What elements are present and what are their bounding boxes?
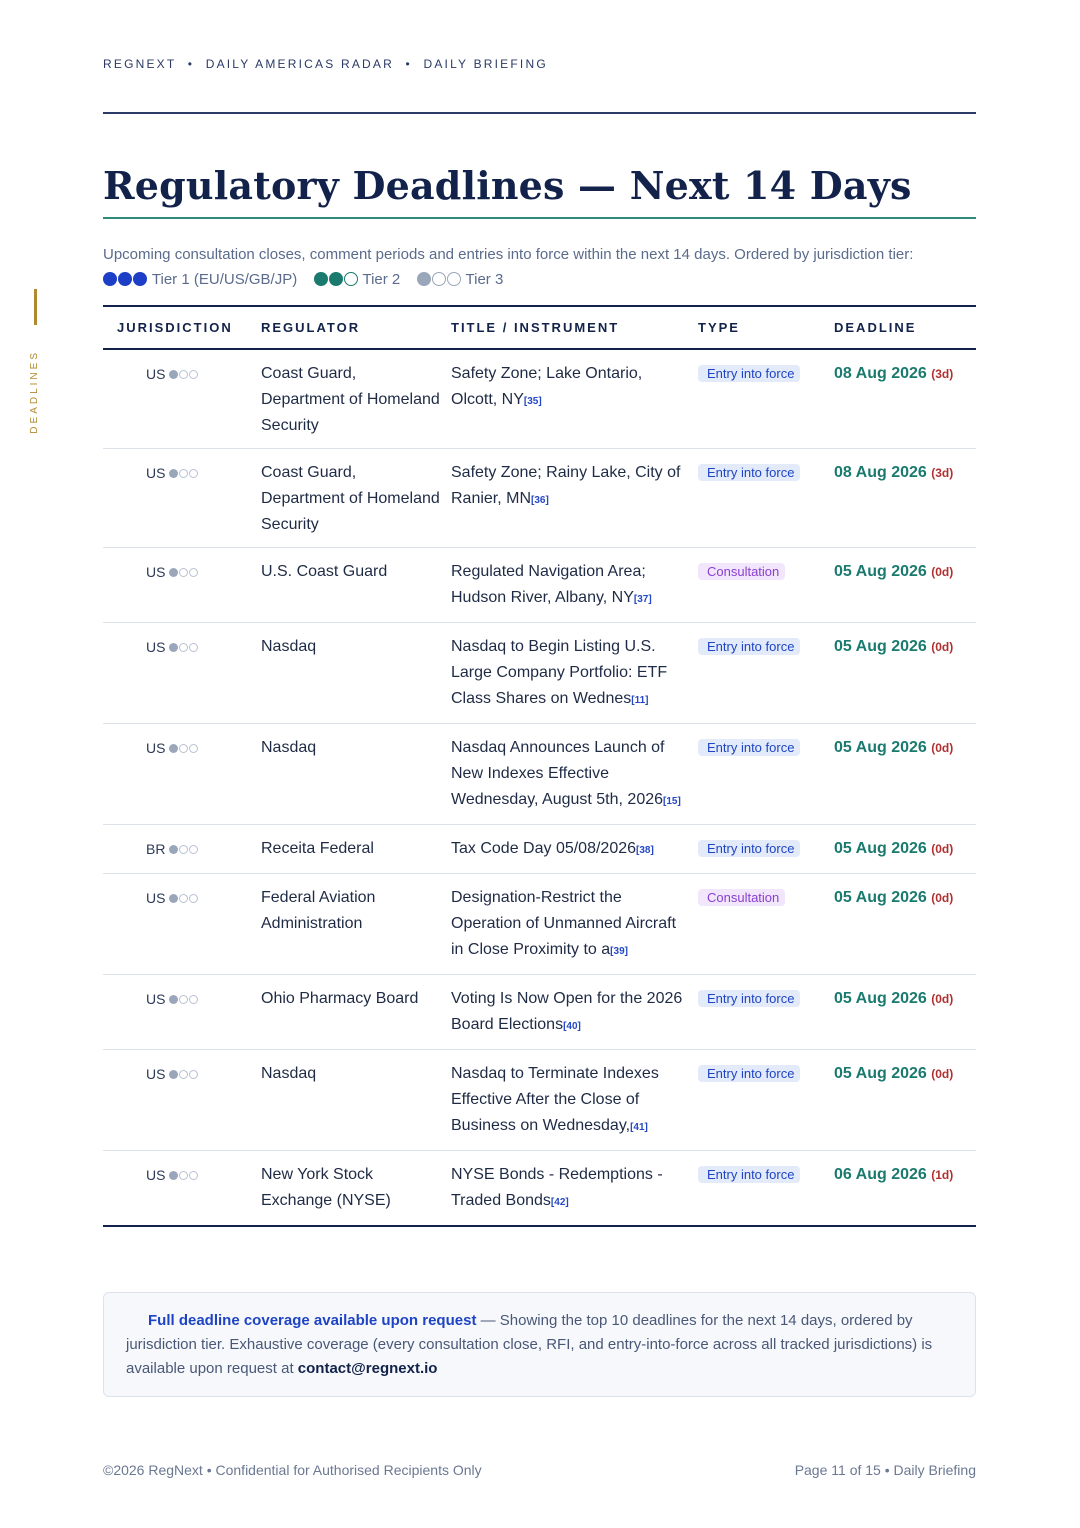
type-cell [698, 874, 834, 975]
instrument-title: NYSE Bonds - Redemptions - Traded Bonds [451, 1166, 663, 1209]
tier-dot-empty-icon [179, 568, 188, 577]
deadline-cell [834, 874, 976, 975]
jurisdiction-cell [103, 874, 261, 975]
jurisdiction-code: BR [146, 841, 166, 857]
tier-dot-icon [169, 744, 178, 753]
jurisdiction-cell [103, 724, 261, 825]
instrument-title: Nasdaq to Begin Listing U.S. Large Company Portfolio: ETF Class Shares on Wednes [451, 638, 668, 707]
jurisdiction-cell [103, 1050, 261, 1151]
tier-dot-empty-icon [179, 370, 188, 379]
days-remaining: (0d) [931, 1067, 954, 1081]
instrument-title: Designation-Restrict the Operation of Unmanned Aircraft in Close Proximity to a [451, 889, 677, 958]
regulator-cell: Receita Federal [261, 825, 451, 874]
tier-dot-icon [169, 643, 178, 652]
days-remaining: (1d) [931, 1168, 954, 1182]
jurisdiction-cell [103, 825, 261, 874]
tier-dot-icon [417, 272, 431, 286]
reference-link[interactable]: [11] [631, 695, 649, 706]
reference-link[interactable]: [39] [610, 946, 628, 957]
type-cell [698, 623, 834, 724]
table-row [103, 874, 976, 975]
tier-dot-empty-icon [189, 643, 198, 652]
reference-link[interactable]: [35] [523, 396, 542, 407]
days-remaining: (0d) [931, 992, 954, 1006]
days-remaining: (0d) [931, 842, 954, 856]
type-badge: Entry into force [698, 739, 800, 756]
tier-dot-empty-icon [432, 272, 446, 286]
side-section-label: DEADLINES [29, 350, 40, 434]
tier-dot-empty-icon [189, 370, 198, 379]
reference-link[interactable]: [40] [563, 1021, 581, 1032]
title-cell [451, 724, 698, 825]
header-separator: • [187, 57, 195, 71]
regulator-cell: Nasdaq [261, 623, 451, 724]
jurisdiction-cell [103, 1151, 261, 1227]
regulator-cell: New York Stock Exchange (NYSE) [261, 1151, 451, 1227]
days-remaining: (0d) [931, 640, 954, 654]
tier-dot-empty-icon [179, 894, 188, 903]
tier-dot-icon [169, 1171, 178, 1180]
type-badge: Entry into force [698, 1166, 800, 1183]
deadline-cell [834, 825, 976, 874]
jurisdiction-code: US [146, 639, 166, 655]
table-header-row [103, 306, 976, 349]
tier2-legend [314, 271, 405, 288]
table-row [103, 825, 976, 874]
tier-dot-icon [169, 1070, 178, 1079]
deadline-cell [834, 724, 976, 825]
instrument-title: Nasdaq to Terminate Indexes Effective After the Close of Business on Wednesday, [451, 1065, 659, 1134]
title-cell [451, 548, 698, 623]
type-badge: Entry into force [698, 464, 800, 481]
deadline-date: 05 Aug 2026 [834, 739, 927, 756]
deadline-date: 08 Aug 2026 [834, 464, 927, 481]
regulator-cell: Coast Guard, Department of Homeland Security [261, 349, 451, 449]
deadline-cell [834, 449, 976, 548]
deadline-date: 08 Aug 2026 [834, 365, 927, 382]
regulator-cell: Coast Guard, Department of Homeland Security [261, 449, 451, 548]
reference-link[interactable]: [42] [550, 1197, 569, 1208]
table-row [103, 449, 976, 548]
deadline-date: 05 Aug 2026 [834, 563, 927, 580]
tier-dot-empty-icon [179, 469, 188, 478]
tier3-legend [417, 271, 504, 288]
header-section: DAILY AMERICAS RADAR [205, 57, 394, 71]
deadline-date: 05 Aug 2026 [834, 990, 927, 1007]
table-row [103, 623, 976, 724]
table-row [103, 724, 976, 825]
reference-link[interactable]: [15] [663, 796, 681, 807]
type-cell [698, 724, 834, 825]
tier-dot-icon [169, 845, 178, 854]
regulator-cell: Ohio Pharmacy Board [261, 975, 451, 1050]
jurisdiction-cell [103, 975, 261, 1050]
page-title: Regulatory Deadlines — Next 14 Days [103, 163, 912, 208]
reference-link[interactable]: [36] [531, 495, 549, 506]
tier-dot-empty-icon [189, 894, 198, 903]
table-row [103, 548, 976, 623]
tier-dot-empty-icon [189, 1070, 198, 1079]
jurisdiction-code: US [146, 564, 166, 580]
deadline-date: 05 Aug 2026 [834, 1065, 927, 1082]
instrument-title: Safety Zone; Rainy Lake, City of Ranier, MN [451, 464, 681, 507]
jurisdiction-code: US [146, 991, 166, 1007]
jurisdiction-code: US [146, 366, 166, 382]
days-remaining: (3d) [931, 466, 954, 480]
instrument-title: Safety Zone; Lake Ontario, Olcott, NY [451, 365, 643, 408]
days-remaining: (3d) [931, 367, 954, 381]
type-cell [698, 975, 834, 1050]
header-divider [103, 112, 976, 114]
instrument-title: Nasdaq Announces Launch of New Indexes Effective Wednesday, August 5th, 2026 [451, 739, 665, 808]
tier-dot-icon [133, 272, 147, 286]
days-remaining: (0d) [931, 565, 954, 579]
tier-dot-icon [169, 370, 178, 379]
title-cell [451, 623, 698, 724]
tier-dot-empty-icon [179, 1171, 188, 1180]
instrument-title: Voting Is Now Open for the 2026 Board Elections [451, 990, 683, 1033]
jurisdiction-cell [103, 349, 261, 449]
table-row [103, 349, 976, 449]
type-cell [698, 449, 834, 548]
instrument-title: Regulated Navigation Area; Hudson River, Albany, NY [451, 563, 646, 606]
type-cell [698, 825, 834, 874]
title-cell [451, 1050, 698, 1151]
instrument-title: Tax Code Day 05/08/2026 [451, 840, 637, 857]
tier-dot-icon [169, 469, 178, 478]
notice-body: — Showing the top 10 deadlines for the next 14 days, ordered by jurisdiction tier. Exhaustive coverage (every consultation close, RFI, and entry-into-force across all tracked jurisdictions) is available upon request at [126, 1312, 933, 1377]
tier-dot-icon [169, 995, 178, 1004]
tier-dot-empty-icon [189, 995, 198, 1004]
regulator-cell: U.S. Coast Guard [261, 548, 451, 623]
deadline-cell [834, 975, 976, 1050]
deadline-cell [834, 623, 976, 724]
column-header-type: TYPE [698, 306, 834, 349]
header-doc-type: DAILY BRIEFING [423, 57, 548, 71]
tier-dot-empty-icon [189, 1171, 198, 1180]
type-badge: Consultation [698, 889, 785, 906]
deadline-cell [834, 548, 976, 623]
jurisdiction-code: US [146, 465, 166, 481]
tier-dot-icon [314, 272, 328, 286]
running-header [103, 57, 548, 71]
type-badge: Entry into force [698, 840, 800, 857]
deadline-date: 05 Aug 2026 [834, 840, 927, 857]
side-accent-bar [34, 289, 37, 325]
regulator-cell: Federal Aviation Administration [261, 874, 451, 975]
tier-dot-empty-icon [447, 272, 461, 286]
type-cell [698, 1050, 834, 1151]
tier-dot-icon [169, 894, 178, 903]
jurisdiction-code: US [146, 1167, 166, 1183]
type-cell [698, 548, 834, 623]
title-cell [451, 349, 698, 449]
jurisdiction-code: US [146, 740, 166, 756]
jurisdiction-cell [103, 623, 261, 724]
title-cell [451, 1151, 698, 1227]
type-badge: Entry into force [698, 638, 800, 655]
tier-dot-empty-icon [179, 1070, 188, 1079]
tier-dot-empty-icon [189, 568, 198, 577]
header-separator: • [405, 57, 412, 71]
title-cell [451, 449, 698, 548]
reference-link[interactable]: [41] [630, 1122, 648, 1133]
title-divider [103, 217, 976, 219]
jurisdiction-code: US [146, 1066, 166, 1082]
tier-dot-empty-icon [189, 469, 198, 478]
tier-dot-icon [118, 272, 132, 286]
header-brand: REGNEXT [103, 57, 177, 71]
type-badge: Entry into force [698, 990, 800, 1007]
type-badge: Consultation [698, 563, 785, 580]
footer-copyright: ©2026 RegNext • Confidential for Authorised Recipients Only [103, 1462, 482, 1478]
tier-dot-empty-icon [179, 995, 188, 1004]
intro-text: Upcoming consultation closes, comment periods and entries into force within the next 14 days. Ordered by jurisdiction tier: [103, 246, 914, 263]
column-header-title: TITLE / INSTRUMENT [451, 306, 698, 349]
type-cell [698, 1151, 834, 1227]
type-badge: Entry into force [698, 365, 800, 382]
type-badge: Entry into force [698, 1065, 800, 1082]
notice-lead: Full deadline coverage available upon request [148, 1312, 477, 1329]
column-header-deadline: DEADLINE [834, 306, 976, 349]
deadline-cell [834, 1151, 976, 1227]
tier2-label: Tier 2 [362, 271, 401, 288]
tier-dot-icon [329, 272, 343, 286]
tier1-label: Tier 1 (EU/US/GB/JP) [151, 271, 298, 288]
tier-dot-icon [169, 568, 178, 577]
tier-dot-empty-icon [189, 845, 198, 854]
table-row [103, 1050, 976, 1151]
reference-link[interactable]: [38] [636, 845, 654, 856]
jurisdiction-code: US [146, 890, 166, 906]
deadline-date: 05 Aug 2026 [834, 638, 927, 655]
footer-page-info: Page 11 of 15 • Daily Briefing [794, 1462, 976, 1478]
coverage-notice [103, 1292, 976, 1397]
deadlines-table [103, 305, 976, 1227]
jurisdiction-cell [103, 548, 261, 623]
deadline-cell [834, 1050, 976, 1151]
tier-dot-icon [103, 272, 117, 286]
title-cell [451, 874, 698, 975]
tier-dot-empty-icon [179, 845, 188, 854]
intro-paragraph [103, 242, 983, 292]
table-row [103, 1151, 976, 1227]
tier3-label: Tier 3 [465, 271, 504, 288]
table-row [103, 975, 976, 1050]
deadline-date: 05 Aug 2026 [834, 889, 927, 906]
column-header-jurisdiction: JURISDICTION [103, 306, 261, 349]
column-header-regulator: REGULATOR [261, 306, 451, 349]
deadline-cell [834, 349, 976, 449]
contact-email-link[interactable]: contact@regnext.io [297, 1360, 438, 1377]
regulator-cell: Nasdaq [261, 1050, 451, 1151]
reference-link[interactable]: [37] [633, 594, 652, 605]
regulator-cell: Nasdaq [261, 724, 451, 825]
tier-dot-empty-icon [179, 744, 188, 753]
tier-dot-empty-icon [344, 272, 358, 286]
tier-dot-empty-icon [179, 643, 188, 652]
title-cell [451, 975, 698, 1050]
days-remaining: (0d) [931, 741, 954, 755]
type-cell [698, 349, 834, 449]
tier1-legend [103, 271, 301, 288]
title-cell [451, 825, 698, 874]
days-remaining: (0d) [931, 891, 954, 905]
jurisdiction-cell [103, 449, 261, 548]
tier-dot-empty-icon [189, 744, 198, 753]
deadline-date: 06 Aug 2026 [834, 1166, 927, 1183]
